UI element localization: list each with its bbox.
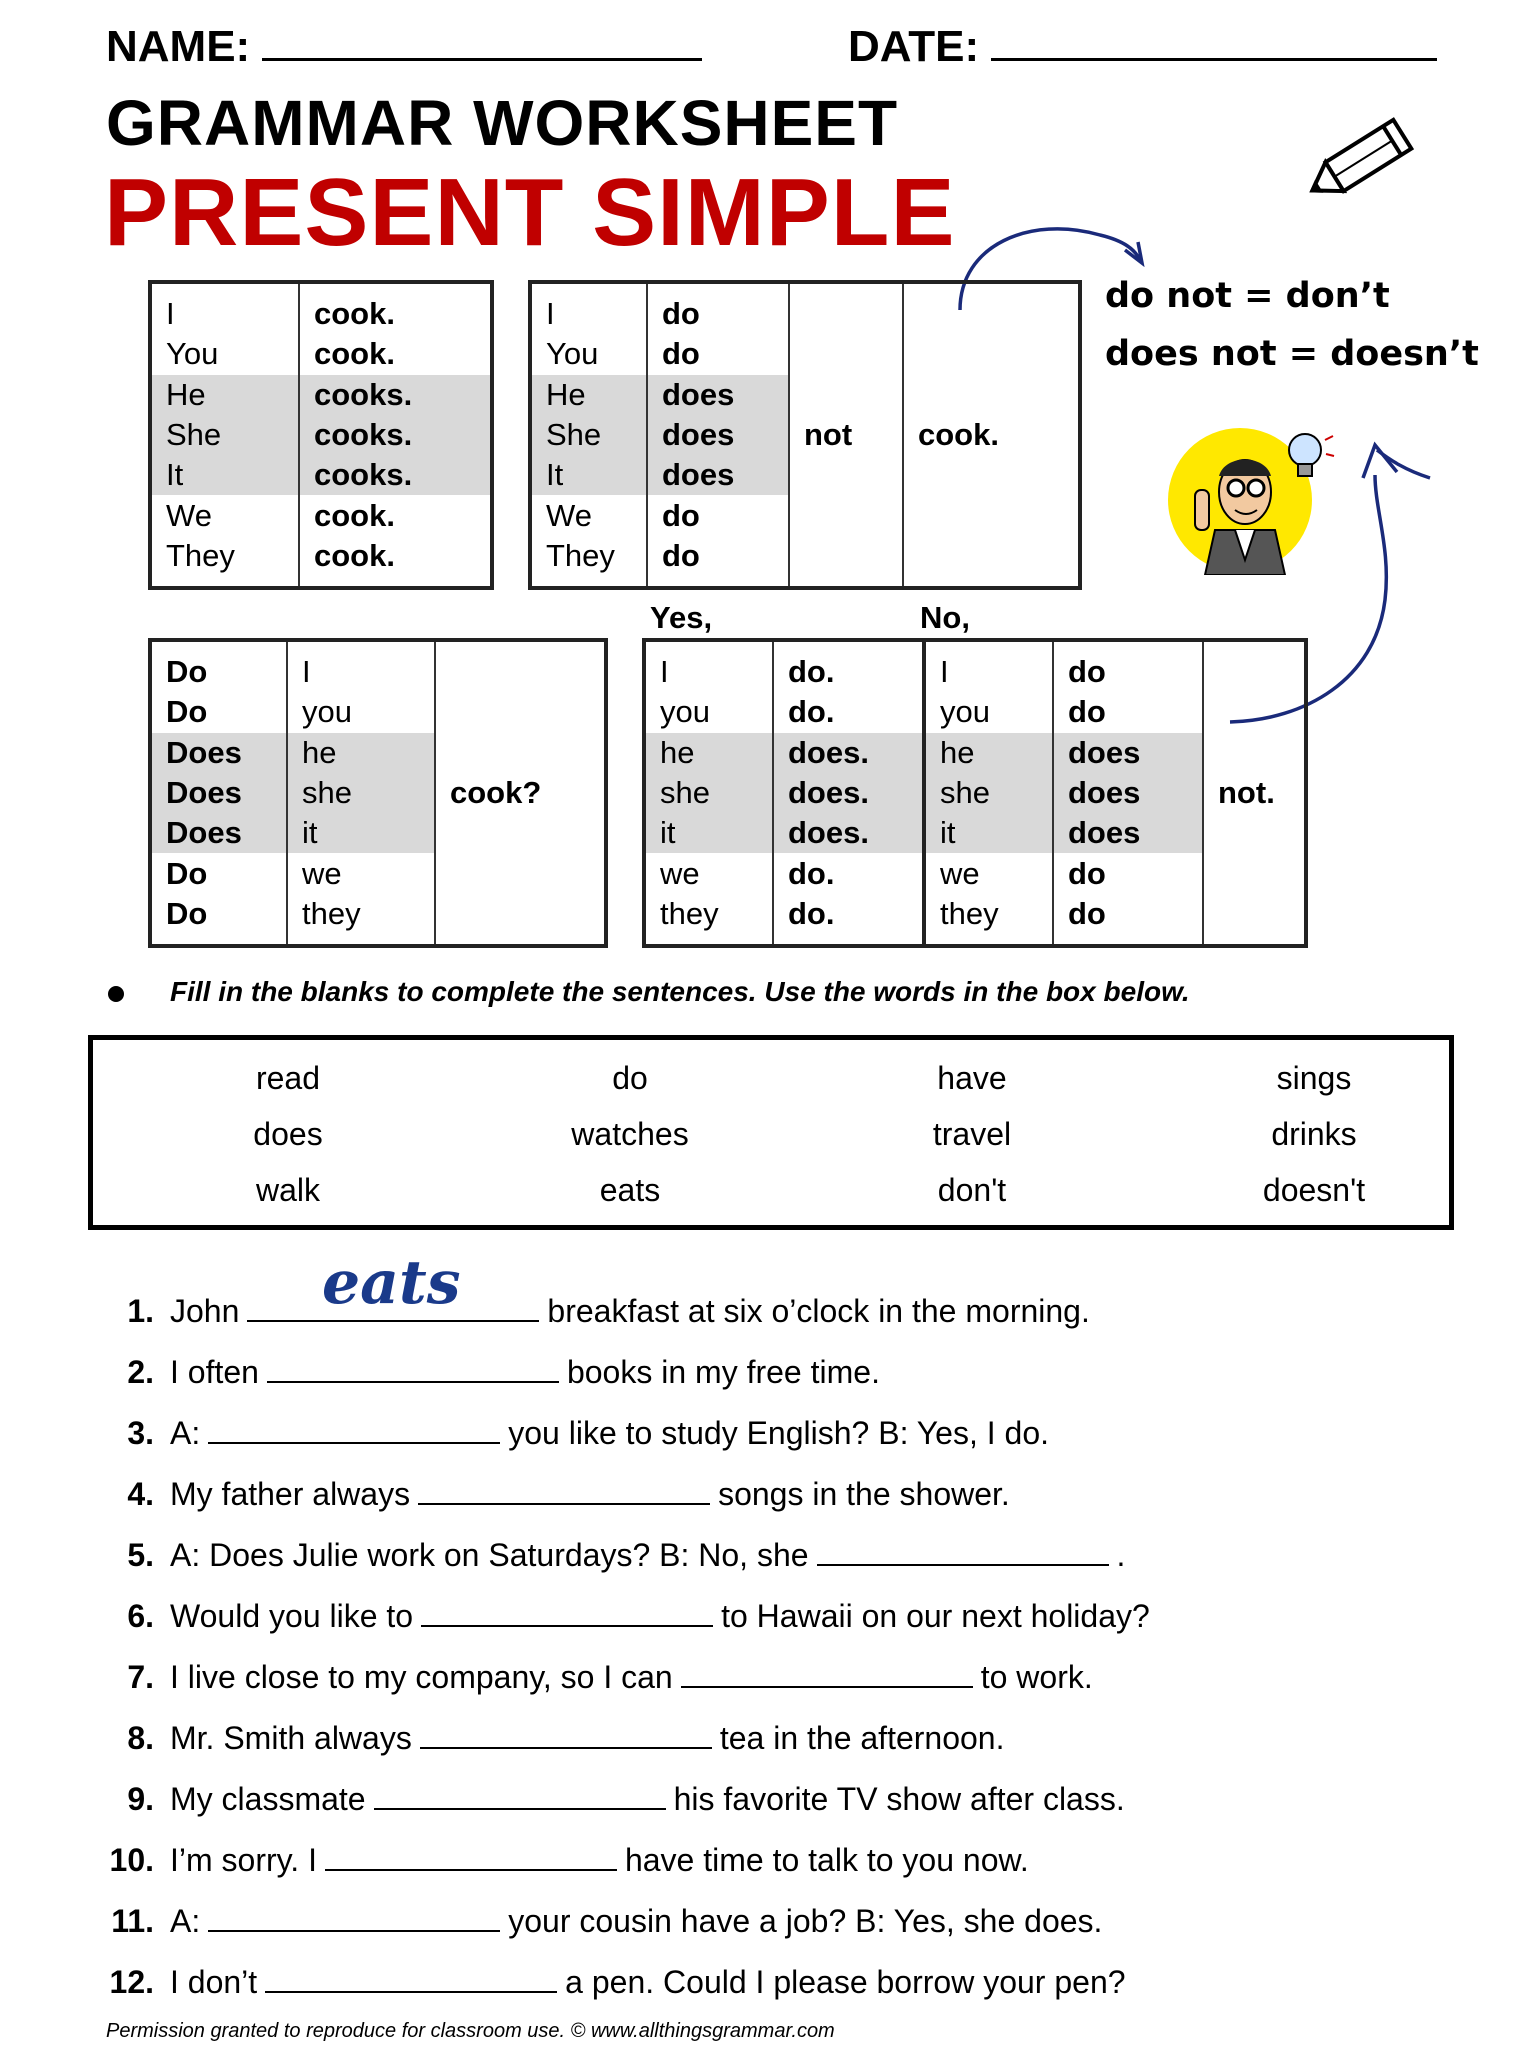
base-verb: cook. <box>918 417 999 452</box>
question-verb: cook? <box>450 775 542 810</box>
subject: we <box>287 853 435 893</box>
affirmative-table <box>148 280 494 590</box>
subject: We <box>546 497 592 533</box>
word-option: have <box>937 1060 1007 1096</box>
verb: cook. <box>299 536 492 576</box>
subject: we <box>924 853 1053 893</box>
verb: cooks. <box>299 415 492 455</box>
question-4: 4. My father always songs in the shower. <box>127 1476 1010 1512</box>
yes-auxiliary: do. <box>773 894 924 934</box>
yes-auxiliary: do. <box>773 692 924 732</box>
question-8: 8. Mr. Smith always tea in the afternoon. <box>127 1720 1005 1756</box>
answer-blank[interactable] <box>265 1963 557 1993</box>
subject: I <box>546 296 555 332</box>
auxiliary: Do <box>166 654 208 690</box>
auxiliary: Do <box>166 855 208 891</box>
instruction: Fill in the blanks to complete the sentences. Use the words in the box below. <box>170 976 1190 1007</box>
word-option: eats <box>599 1172 661 1208</box>
word-option: drinks <box>1271 1116 1357 1152</box>
subject: He <box>530 375 647 415</box>
subject: It <box>530 455 647 495</box>
negative-table <box>528 280 1082 590</box>
word-option: walk <box>255 1172 320 1208</box>
subject: I <box>924 652 1053 692</box>
answer-blank[interactable] <box>420 1719 712 1749</box>
date-line[interactable] <box>991 24 1437 61</box>
subject: She <box>530 415 647 455</box>
auxiliary: do <box>647 334 789 374</box>
subject: I <box>166 296 175 332</box>
word-option: sings <box>1276 1060 1352 1096</box>
subject: we <box>660 855 700 891</box>
question-11: 11. A: your cousin have a job? B: Yes, she does. <box>111 1903 1103 1939</box>
yes-auxiliary: does. <box>773 733 924 773</box>
auxiliary: does <box>647 375 789 415</box>
note-does-not: does not = doesn’t <box>1105 334 1479 374</box>
answer-blank[interactable] <box>418 1475 710 1505</box>
subject: They <box>166 537 235 573</box>
no-auxiliary: do <box>1053 692 1203 732</box>
question-12: 12. I don’t a pen. Could I please borrow your pen? <box>109 1964 1126 2000</box>
subject: it <box>287 813 435 853</box>
question-1: 1. John breakfast at six o’clock in the morning. <box>127 1293 1090 1329</box>
no-auxiliary: does <box>1053 813 1203 853</box>
subject: She <box>150 415 299 455</box>
answer-blank[interactable] <box>325 1841 617 1871</box>
topic-title: PRESENT SIMPLE <box>104 159 956 266</box>
subject: You <box>166 336 219 372</box>
yes-auxiliary: do. <box>773 652 924 692</box>
yes-auxiliary: does. <box>773 773 924 813</box>
answer-blank[interactable] <box>421 1597 713 1627</box>
word-option: travel <box>932 1116 1012 1152</box>
question-10: 10. I’m sorry. I have time to talk to you now. <box>109 1842 1029 1878</box>
auxiliary: Do <box>166 694 208 730</box>
subject: they <box>924 894 1053 934</box>
word-option: don't <box>937 1172 1007 1208</box>
not-word: not <box>804 417 853 452</box>
word-option: read <box>255 1060 321 1096</box>
auxiliary: does <box>647 455 789 495</box>
idea-man-icon <box>1165 420 1335 575</box>
word-box <box>88 1035 1454 1230</box>
verb: cooks. <box>299 455 492 495</box>
subject: she <box>924 773 1053 813</box>
answer-blank[interactable] <box>374 1780 666 1810</box>
subject: They <box>546 537 615 573</box>
word-option: do <box>612 1060 648 1096</box>
subject: she <box>644 773 773 813</box>
question-6: 6. Would you like to to Hawaii on our next holiday? <box>127 1598 1150 1634</box>
short-not-word: not. <box>1218 775 1275 810</box>
yes-label: Yes, <box>650 600 713 635</box>
no-auxiliary: do <box>1053 894 1203 934</box>
auxiliary: do <box>647 495 789 535</box>
subject: they <box>660 895 719 931</box>
subject: I <box>660 654 669 690</box>
no-auxiliary: do <box>1053 853 1203 893</box>
subject: you <box>660 694 710 730</box>
no-auxiliary: do <box>1053 652 1203 692</box>
auxiliary: Does <box>150 773 287 813</box>
yes-auxiliary: does. <box>773 813 924 853</box>
date-field[interactable] <box>848 22 1437 72</box>
subject: he <box>644 733 773 773</box>
example-answer: eats <box>322 1248 461 1318</box>
auxiliary: do <box>647 294 789 334</box>
verb: cook. <box>299 334 492 374</box>
yes-auxiliary: do. <box>773 853 924 893</box>
question-7: 7. I live close to my company, so I can to work. <box>127 1659 1093 1695</box>
question-2: 2. I often books in my free time. <box>127 1354 880 1390</box>
worksheet-title: GRAMMAR WORKSHEET <box>106 87 899 159</box>
auxiliary: Do <box>166 895 208 931</box>
subject: He <box>150 375 299 415</box>
subject: We <box>166 497 212 533</box>
word-option: watches <box>571 1116 689 1152</box>
answer-blank[interactable] <box>208 1902 500 1932</box>
question-9: 9. My classmate his favorite TV show after class. <box>127 1781 1125 1817</box>
question-5: 5. A: Does Julie work on Saturdays? B: No, she . <box>127 1537 1126 1573</box>
auxiliary: Does <box>150 733 287 773</box>
subject: you <box>287 692 435 732</box>
question-table <box>148 638 608 948</box>
answer-blank[interactable] <box>267 1353 559 1383</box>
note-do-not: do not = don’t <box>1105 276 1390 316</box>
pencil-icon <box>1300 108 1440 208</box>
verb: cook. <box>299 294 492 334</box>
auxiliary: does <box>647 415 789 455</box>
verb: cooks. <box>299 375 492 415</box>
subject: it <box>924 813 1053 853</box>
auxiliary: do <box>647 536 789 576</box>
no-auxiliary: does <box>1053 733 1203 773</box>
no-label: No, <box>920 600 970 635</box>
word-option: does <box>253 1116 323 1152</box>
subject: he <box>924 733 1053 773</box>
bullet-icon <box>108 986 124 1002</box>
date-label: DATE: <box>848 22 980 71</box>
auxiliary: Does <box>150 813 287 853</box>
subject: it <box>644 813 773 853</box>
answer-blank[interactable] <box>681 1658 973 1688</box>
subject: she <box>287 773 435 813</box>
footer-copyright: Permission granted to reproduce for classroom use. © www.allthingsgrammar.com <box>106 2020 835 2042</box>
name-label: NAME: <box>106 22 251 71</box>
name-field[interactable] <box>106 22 702 72</box>
answer-blank[interactable] <box>208 1414 500 1444</box>
word-option: doesn't <box>1262 1172 1366 1208</box>
subject: I <box>287 652 435 692</box>
question-3: 3. A: you like to study English? B: Yes, I do. <box>127 1415 1050 1451</box>
answer-blank[interactable] <box>817 1536 1109 1566</box>
subject: he <box>287 733 435 773</box>
subject: You <box>546 336 599 372</box>
verb: cook. <box>299 495 492 535</box>
short-answers-table <box>642 638 1308 948</box>
subject: they <box>287 894 435 934</box>
subject: you <box>924 692 1053 732</box>
no-auxiliary: does <box>1053 773 1203 813</box>
name-line[interactable] <box>262 24 702 61</box>
subject: It <box>150 455 299 495</box>
